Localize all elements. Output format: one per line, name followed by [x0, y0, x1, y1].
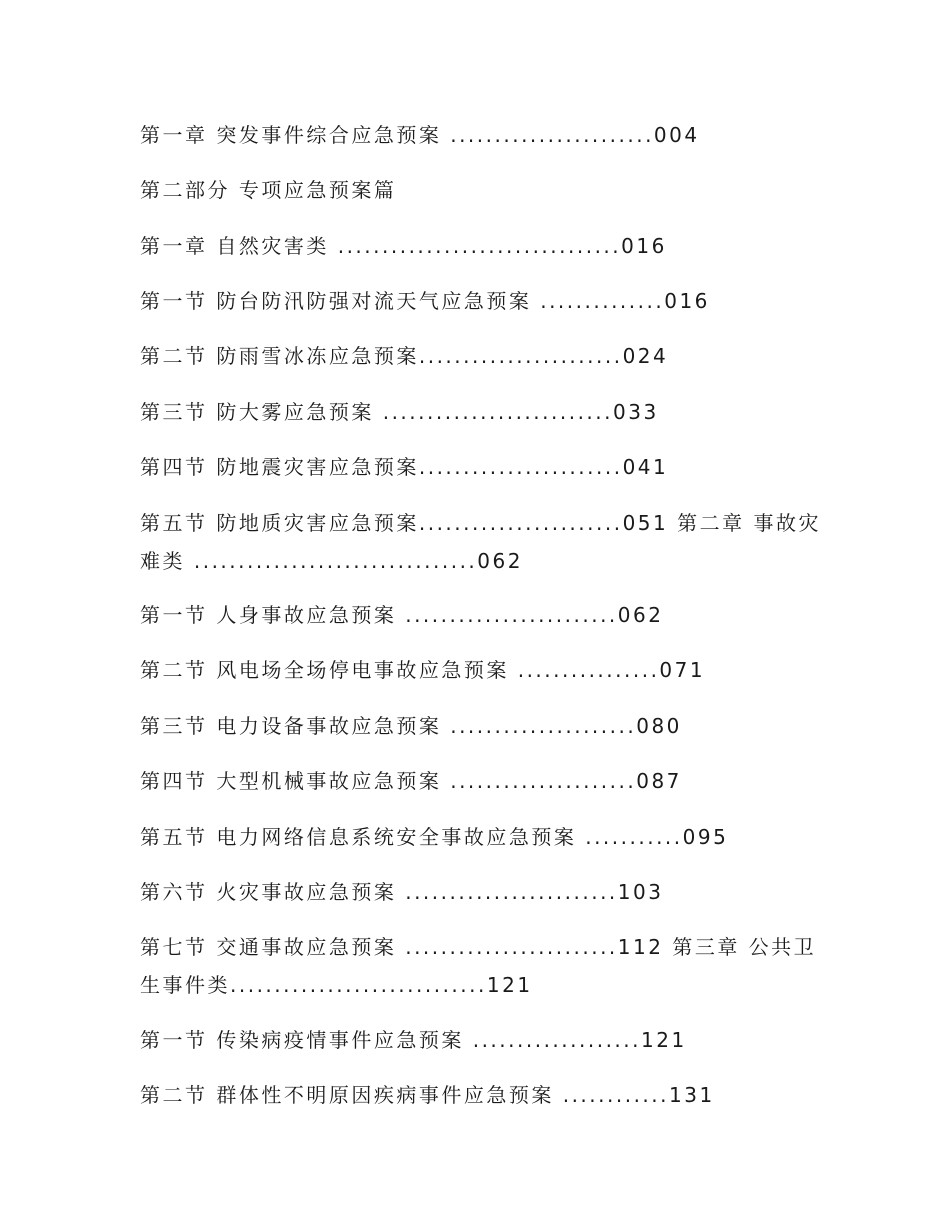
toc-entry: 第一章 突发事件综合应急预案 .......................004	[140, 123, 700, 147]
toc-entry: 第二节 防雨雪冰冻应急预案.......................024	[140, 344, 669, 368]
toc-entry: 第四节 大型机械事故应急预案 .....................087	[140, 769, 682, 793]
toc-entry: 第二部分 专项应急预案篇	[140, 178, 397, 202]
toc-entry: 第一节 传染病疫情事件应急预案 ...................121	[140, 1028, 687, 1052]
toc-entry: 第五节 防地质灾害应急预案.......................051 第二章 事故灾难类 ................................062	[140, 511, 821, 573]
toc-entry: 第六节 火灾事故应急预案 ........................103	[140, 880, 664, 904]
toc-entry: 第二节 群体性不明原因疾病事件应急预案 ............131	[140, 1083, 715, 1107]
toc-entry: 第五节 电力网络信息系统安全事故应急预案 ...........095	[140, 825, 729, 849]
toc-entry: 第三节 电力设备事故应急预案 .....................080	[140, 714, 682, 738]
toc-entry: 第七节 交通事故应急预案 ........................112 第三章 公共卫生事件类.............................121	[140, 935, 817, 997]
toc-entry: 第四节 防地震灾害应急预案.......................041	[140, 455, 669, 479]
toc-entry: 第一节 人身事故应急预案 ........................062	[140, 603, 664, 627]
toc-entry: 第一节 防台防汛防强对流天气应急预案 ..............016	[140, 289, 710, 313]
toc-entry: 第三节 防大雾应急预案 ..........................033	[140, 400, 659, 424]
toc-entry: 第二节 风电场全场停电事故应急预案 ................071	[140, 658, 706, 682]
toc-entry: 第一章 自然灾害类 ................................016	[140, 234, 667, 258]
